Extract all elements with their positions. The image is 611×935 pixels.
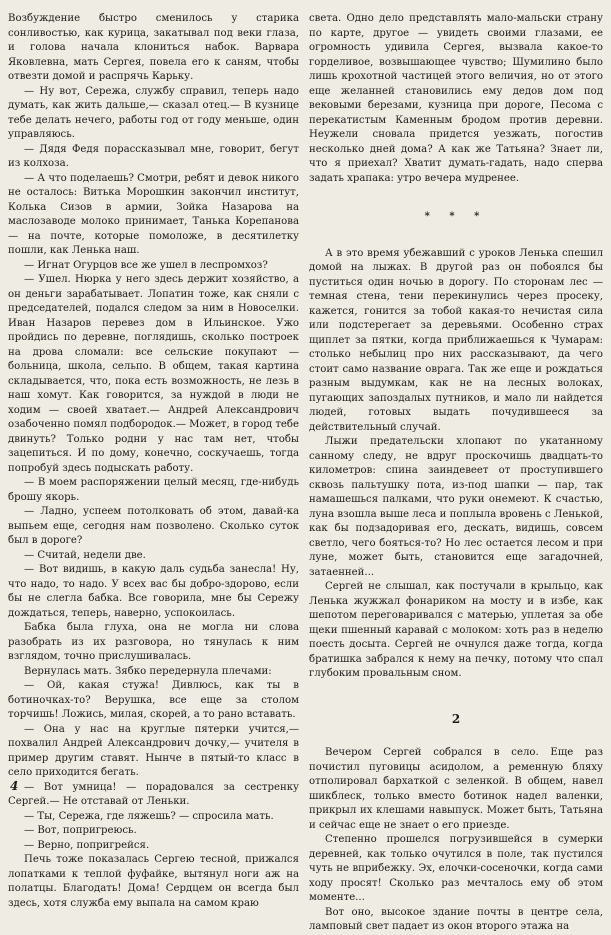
paragraph: — В моем распоряжении целый месяц, где-нибудь брошу якорь. bbox=[8, 477, 299, 503]
paragraph: Печь тоже показалась Сергею тесной, прижался лопатками к теплой фуфайке, вытянул ноги аж на полатцы. Благодать! Дома! Сердцем он всегда был здесь, хотя служба ему выпала на самом краю bbox=[8, 854, 299, 909]
paragraph: Сергей не слышал, как постучали в крыльцо, как Ленька жужжал фонариком на мосту и в избе, как шепотом переговаривался с матерью, уплетая за обе щеки пшенный каравай с молоком: хоть раз в неделю поесть досыта. Сергей не очнулся даже тогда, когда братишка забрался к нему на печку, потому что спал глубоким провальным сном. bbox=[309, 581, 603, 679]
paragraph: Бабка была глуха, она не могла ни слова разобрать из их разговора, но тянулась к ним взглядом, точно прислушивалась. bbox=[8, 622, 299, 662]
paragraph: — А что поделаешь? Смотри, ребят и девок никого не осталось: Витька Морошкин закончил институт, Колька Сизов в армии, Зойка Назарова на маслозаводе молоко принимает, Танька Корепанова — на почте, которые помоложе, в десятилетку пошли, как Ленька наш. bbox=[8, 172, 299, 256]
paragraph: — Игнат Огурцов все же ушел в леспромхоз? bbox=[24, 259, 268, 271]
paragraph: Возбуждение быстро сменилось у старика сонливостью, как курица, закатывал под веки глаза, и голова начала клониться набок. Варвара Яковлевна, мать Сергея, повела его к саням, чтобы отвезти домой и распрячь Карьку. bbox=[8, 13, 299, 82]
chapter-number: 2 bbox=[451, 711, 461, 726]
paragraph: — Ладно, успеем потолковать об этом, давай-ка выпьем еще, сегодня нам позволено. Сколько суток был в дороге? bbox=[8, 506, 299, 546]
paragraph: — Вот видишь, в какую даль судьба занесла! Ну, что надо, то надо. У всех вас бы добро-здорово, если бы не слегла бабка. Все говорила, мне бы Сережу дождаться, теперь, наверно, успокоилась. bbox=[8, 564, 299, 619]
paragraph: А в это время убежавший с уроков Ленька спешил домой на лыжах. В другой раз он побоялся бы пуститься один ночью в дорогу. По сторонам лес — темная стена, тени перекинулись через просеку, кажется, гонится за тобой какая-то нечистая сила или подстерегает за деревьями. Особенно страх щиплет за пятки, когда приближаешься к Чумарам: столько небылиц про них рассказывают, да чего стоит само название оврага. Так же еще и рождаться разным выдумкам, как не на лесных волоках, пугающих запоздалых путников, и мало ли найдется людей, готовых выдать почудившееся за действительный случай. bbox=[309, 247, 603, 433]
paragraph: — Ну вот, Сережа, службу справил, теперь надо думать, как жить дальше,— сказал отец.— В кузнице тебе делать нечего, работы год от году меньше, один управляюсь. bbox=[8, 85, 299, 140]
right-column bbox=[309, 12, 603, 932]
paragraph: Вечером Сергей собрался в село. Еще раз почистил пуговицы асидолом, а ременную бляху отполировал бархаткой с зеленкой. В общем, навел шикблеск, только вместо ботинок надел валенки, прикрыл их клешами навыпуск. Может быть, Татьяна и сейчас еще не знает о его приезде. bbox=[309, 747, 603, 831]
paragraph: — Верно, попригрейся. bbox=[24, 839, 150, 851]
paragraph: Вот оно, высокое здание почты в центре села, ламповый свет падает из окон второго этажа на bbox=[309, 906, 603, 932]
paragraph: Лыжи предательски хлопают по укатанному санному следу, не вдруг проскочишь двадцать-то километров: спина заиндевеет от проступившего сквозь пальтушку пота, из-под шапки — пар, так намашешься палками, что руки онемеют. К счастью, луна взошла выше леса и поплыла вровень с Ленькой, как бы подзадоривая его, дескать, видишь, совсем светло, чего бояться-то? Но лес остается лесом и при луне, может быть, становится еще загадочней, затаенней... bbox=[309, 436, 603, 578]
paragraph: — Ты, Сережа, где ляжешь? — спросила мать. bbox=[24, 810, 274, 822]
section-divider: * * * bbox=[424, 211, 488, 222]
paragraph: света. Одно дело представлять мало-мальски страну по карте, другое — увидеть своими глазами, ее огромность удивила Сергея, вызвала какое-то горделивое, возвышающее чувство; Шумилино было лишь крохотной частицей этого величия, но от этого еще желанней становились ему дедов дом под вековыми березами, кузница при дороге, Песома с перекатистым Каменным бродом против деревни. Неужели сновала придется уезжать, погостив несколько дней дома? А как же Татьяна? Знает ли, что я приехал? Хватит думать-гадать, надо сперва задать храпака: утро вечера мудренее. bbox=[309, 13, 603, 184]
paragraph: — Она у нас на круглые пятерки учится,— похвалил Андрей Александрович дочку,— учителя в пример другим ставят. Нынче в пятый-то класс в село приходится бегать. bbox=[8, 723, 299, 778]
paragraph: Вернулась мать. Зябко передернула плечами: bbox=[24, 665, 272, 677]
paragraph: — Вот умница! — порадовался за сестренку Сергей.— Не отставай от Леньки. bbox=[8, 781, 299, 807]
page-number: 4 bbox=[10, 779, 19, 793]
paragraph: — Считай, недели две. bbox=[24, 549, 146, 561]
paragraph: Степенно прошелся погрузившейся в сумерки деревней, как только очутился в поле, так пустился чуть не вприбежку. Эх, елочки-сосеночки, когда сами ходу просят! Сколько раз мечталось ему об этом моменте... bbox=[309, 834, 603, 903]
left-column bbox=[8, 12, 300, 909]
paragraph: — Вот, попригреюсь. bbox=[24, 825, 137, 836]
paragraph: — Дядя Федя порассказывал мне, говорит, бегут из колхоза. bbox=[8, 143, 299, 169]
paragraph: — Ой, какая стужа! Дивлюсь, как ты в ботиночках-то? Верушка, все еще за столом торчишь! Ложись, милая, скорей, а то рано вставать. bbox=[8, 680, 299, 720]
paragraph: — Ушел. Нюрка у него здесь держит хозяйство, а он деньги зарабатывает. Лопатин тоже, как сняли с председателей, подался следом за ним в Новоселки. Иван Назаров перевез дом в Ильинское. Ужо пройдись по деревне, поглядишь, сколько построек на дрова сломали: все сельские покупают — больница, школа, сельпо. В общем, такая картина складывается, что, пока есть возможность, не лезь в наш хомут. Как говорится, за нуждой в люди не ходим — своей хватает.— Андрей Александрович озабоченно помял подбородок.— Может, в город тебе двинуть? Только родни у нас там нет, чтобы зацепиться. И по дому, конечно, соскучаешь, тогда попробуй здесь подыскать работу. bbox=[8, 274, 300, 474]
